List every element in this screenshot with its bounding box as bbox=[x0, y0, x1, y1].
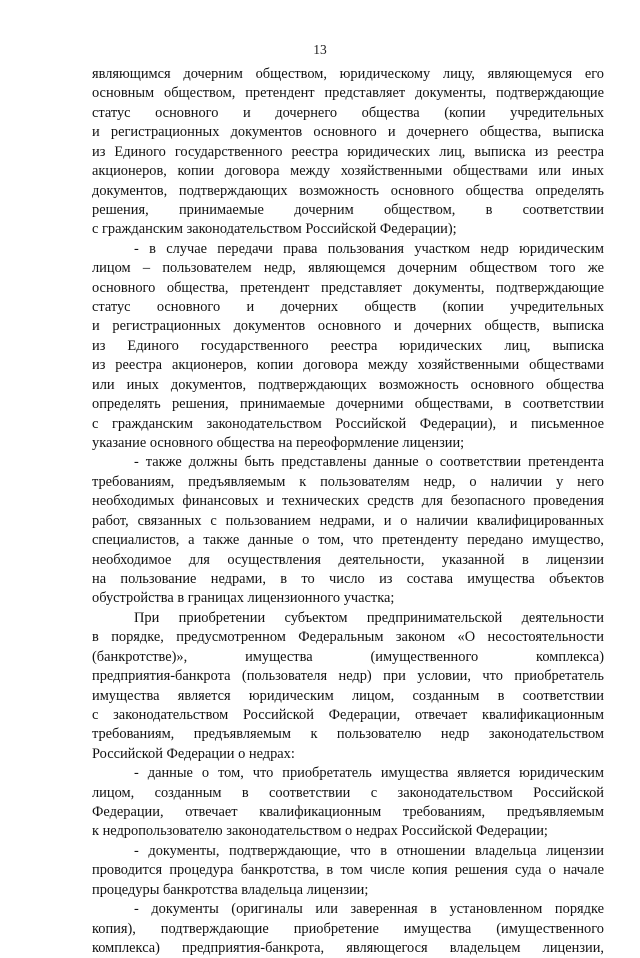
text-line: требованиям, предъявляемым к пользователям недр, о наличии у него bbox=[92, 473, 604, 490]
document-body bbox=[92, 65, 604, 958]
text-line: и регистрационных документов основного и дочерних обществ, выписка bbox=[92, 318, 604, 335]
text-line: - данные о том, что приобретатель имущества является юридическим bbox=[134, 765, 604, 782]
text-line: копия), подтверждающие приобретение имущества (имущественного bbox=[92, 920, 604, 937]
text-line: к недропользователю законодательством о недрах Российской Федерации; bbox=[92, 823, 548, 840]
page-number: 13 bbox=[313, 42, 327, 57]
text-line: с гражданским законодательством Российской Федерации); bbox=[92, 221, 457, 238]
text-line: и регистрационных документов основного и дочернего общества, выписка bbox=[92, 124, 604, 141]
text-line: Российской Федерации о недрах: bbox=[92, 745, 295, 762]
text-line: предприятия-банкрота (пользователя недр) при условии, что приобретатель bbox=[92, 668, 604, 685]
text-line: работ, связанных с пользованием недрами, и о наличии квалифицированных bbox=[92, 512, 604, 529]
text-line: При приобретении субъектом предпринимательской деятельности bbox=[134, 609, 604, 626]
text-line: - также должны быть представлены данные о соответствии претендента bbox=[134, 454, 604, 471]
text-line: лицом, созданным в соответствии с законодательством Российской bbox=[92, 784, 604, 801]
text-line: из Единого государственного реестра юридических лиц, выписка из реестра bbox=[92, 143, 604, 160]
text-line: определять решения, принимаемые дочерними обществами, в соответствии bbox=[92, 396, 604, 413]
text-line: с законодательством Российской Федерации, отвечает квалификационным bbox=[92, 706, 604, 723]
text-line: из Единого государственного реестра юридических лиц, выписка bbox=[92, 337, 604, 354]
text-line: являющимся дочерним обществом, юридическому лицу, являющемуся его bbox=[92, 66, 604, 82]
text-line: с гражданским законодательством Российской Федерации), и письменное bbox=[92, 415, 604, 432]
text-line: процедуры банкротства владельца лицензии; bbox=[92, 881, 369, 898]
text-line: - в случае передачи права пользования участком недр юридическим bbox=[134, 240, 604, 257]
text-line: требованиям, предъявляемым к пользователю недр законодательством bbox=[92, 726, 604, 743]
text-line: комплекса) предприятия-банкрота, являющегося владельцем лицензии, bbox=[92, 939, 604, 956]
text-line: основного общества, претендент представляет документы, подтверждающие bbox=[92, 279, 604, 296]
text-line: специалистов, а также данные о том, что претенденту передано имущество, bbox=[92, 532, 604, 549]
text-line: лицом – пользователем недр, являющемся дочерним обществом того же bbox=[92, 260, 604, 277]
text-line: основным обществом, претендент представляет документы, подтверждающие bbox=[92, 85, 604, 102]
text-line: статус основного и дочернего общества (копии учредительных bbox=[92, 104, 604, 121]
text-line: или иных документов, подтверждающих возможность основного общества bbox=[92, 376, 604, 393]
text-line: из реестра акционеров, копии договора между хозяйственными обществами bbox=[92, 357, 604, 374]
text-line: обустройства в границах лицензионного участка; bbox=[92, 590, 395, 607]
text-line: Федерации, отвечает квалификационным требованиям, предъявляемым bbox=[92, 804, 604, 821]
text-line: (банкротстве)», имущества (имущественного комплекса) bbox=[92, 648, 604, 665]
text-line: необходимое для осуществления деятельности, указанной в лицензии bbox=[92, 551, 604, 568]
text-line: решения, принимаемые дочерним обществом, в соответствии bbox=[92, 201, 604, 218]
text-line: в порядке, предусмотренном Федеральным законом «О несостоятельности bbox=[92, 629, 604, 646]
text-line: документов, подтверждающих возможность основного общества определять bbox=[92, 182, 604, 199]
text-line: имущества является юридическим лицом, созданным в соответствии bbox=[92, 687, 604, 704]
text-line: указание основного общества на переоформление лицензии; bbox=[92, 435, 465, 452]
text-line: статус основного и дочерних обществ (копии учредительных bbox=[92, 299, 604, 316]
text-line: - документы, подтверждающие, что в отношении владельца лицензии bbox=[134, 842, 604, 859]
text-line: на пользование недрами, в то число из состава имущества объектов bbox=[92, 570, 604, 587]
text-line: акционеров, копии договора между хозяйственными обществами или иных bbox=[92, 163, 604, 180]
text-line: необходимых финансовых и технических средств для безопасного проведения bbox=[92, 493, 604, 510]
text-line: - документы (оригиналы или заверенная в установленном порядке bbox=[134, 901, 604, 918]
text-line: проводится процедура банкротства, в том числе копия решения суда о начале bbox=[92, 862, 604, 879]
